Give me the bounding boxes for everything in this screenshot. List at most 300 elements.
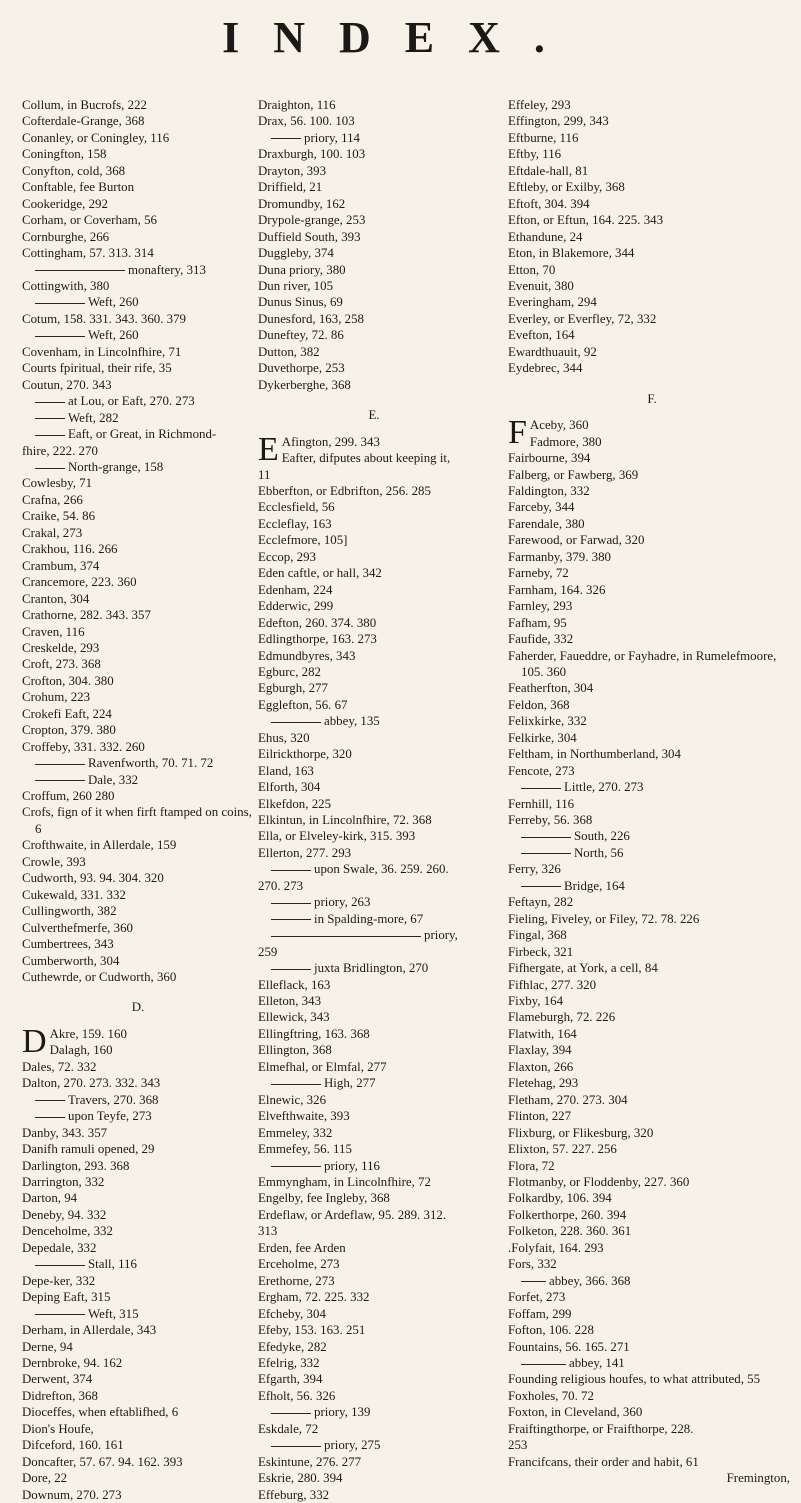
repeat-dash [271,936,421,937]
entry-text: Fafham, 95 [508,615,567,630]
entry-text: Eftburne, 116 [508,130,579,145]
entry-text: Foxton, in Cleveland, 360 [508,1405,643,1420]
index-entry [508,598,796,614]
index-entry [508,1371,796,1387]
index-entry [22,706,254,722]
index-entry [508,680,796,696]
entry-text: Dore, 22 [22,1471,68,1486]
index-entry [22,1487,254,1503]
index-entry [258,1158,490,1174]
index-entry [508,746,796,762]
index-entry [508,163,796,179]
repeat-dash [521,1364,566,1365]
index-entry [258,993,490,1009]
index-entry [258,944,490,960]
index-entry [258,212,490,228]
index-entry [258,1174,490,1190]
repeat-dash [35,418,65,419]
entry-text: Derwent, 374 [22,1372,93,1387]
entry-text: 313 [258,1224,278,1239]
index-entry [22,229,254,245]
index-entry [508,327,796,343]
index-entry [22,262,254,278]
index-entry: Dalagh, 160 [49,1043,113,1058]
entry-text: Dykerberghe, 368 [258,377,351,392]
entry-text: North, 56 [574,845,624,860]
entry-text: Fernhill, 116 [508,796,575,811]
entry-text: Covenham, in Lincolnfhire, 71 [22,344,182,359]
index-entry [22,1470,254,1486]
entry-text: Downum, 270. 273 [22,1487,122,1502]
entry-text: Egburc, 282 [258,664,322,679]
index-entry [22,772,254,788]
index-entry [22,1174,254,1190]
index-entry [258,631,490,647]
index-entry [508,311,796,327]
entry-text: Crofs, fign of it when firft ftamped on coins, 6 [22,805,252,836]
index-entry [508,113,796,129]
entry-text: Darrington, 332 [22,1175,105,1189]
index-entry [508,1470,796,1486]
entry-text: at Lou, or Eaft, 270. 273 [68,394,195,409]
index-entry [22,294,254,310]
entry-text: Fifhergate, at York, a cell, 84 [508,961,658,976]
index-entry [258,894,490,910]
index-entry [508,278,796,294]
index-entry [258,812,490,828]
index-entry [22,920,254,936]
index-entry [258,1388,490,1404]
entry-text: Emmefey, 56. 115 [258,1142,352,1157]
index-entry [22,1437,254,1453]
drop-cap-entry [258,434,490,483]
entry-text: Conyfton, cold, 368 [22,163,126,178]
index-entry [22,887,254,903]
index-entry [258,1009,490,1025]
index-entry [258,1487,490,1503]
index-entry [258,360,490,376]
index-entry [508,1454,796,1470]
entry-text: Eydebrec, 344 [508,361,583,376]
entry-text: Danifh ramuli opened, 29 [22,1142,155,1157]
index-entry [258,377,490,393]
entry-text: Crambum, 374 [22,558,100,573]
entry-text: Eftoft, 304. 394 [508,196,590,211]
index-entry [22,1421,254,1437]
entry-text: Ethandune, 24 [508,229,583,244]
index-entry [22,327,254,343]
entry-text: Feltham, in Northumberland, 304 [508,747,681,762]
entry-text: Draxburgh, 100. 103 [258,147,366,162]
entry-text: Falberg, or Fawberg, 369 [508,467,639,482]
index-entry [258,179,490,195]
entry-text: Farnham, 164. 326 [508,582,606,597]
repeat-dash [35,1314,85,1315]
entry-text: Dunus Sinus, 69 [258,295,343,310]
entry-text: Efeby, 153. 163. 251 [258,1323,366,1338]
entry-text: Culverthefmerfe, 360 [22,920,133,935]
entry-text: Elmefhal, or Elmfal, 277 [258,1059,387,1074]
index-entry [258,130,490,146]
index-entry [508,993,796,1009]
index-entry [508,1108,796,1124]
index-entry [22,854,254,870]
entry-text: .Folyfait, 164. 293 [508,1240,604,1255]
entry-text: Crokefi Eaft, 224 [22,706,112,721]
entry-text: upon Teyfe, 273 [68,1109,152,1124]
entry-text: Fraiftingthorpe, or Fraifthorpe, 228. [508,1421,694,1436]
entry-text: Eaft, or Great, in Richmond- [68,427,217,442]
entry-text: Croft, 273. 368 [22,657,101,672]
entry-text: Flatwith, 164 [508,1026,577,1041]
entry-text: Ecclefmore, 105] [258,533,348,548]
index-column-2 [258,97,490,1503]
entry-text: Crofthwaite, in Allerdale, 159 [22,838,177,853]
entry-text: Weft, 282 [68,410,119,425]
index-entry [258,845,490,861]
index-entry [22,1454,254,1470]
index-entry [22,953,254,969]
entry-text: priory, 139 [314,1405,371,1420]
entry-text: Evefton, 164 [508,328,575,343]
index-entry [508,1009,796,1025]
index-entry [22,673,254,689]
repeat-dash [35,1100,65,1101]
index-entry [508,944,796,960]
entry-text: Emmeley, 332 [258,1125,333,1140]
index-entry: Fadmore, 380 [529,434,602,449]
index-entry [258,1190,490,1206]
entry-text: South, 226 [574,829,630,844]
index-entry [22,179,254,195]
entry-text: Croffeby, 331. 332. 260 [22,739,145,754]
entry-text: Crathorne, 282. 343. 357 [22,608,151,623]
repeat-dash [521,788,561,789]
entry-text: Edderwic, 299 [258,599,334,614]
index-entry [508,360,796,376]
index-entry [258,1125,490,1141]
entry-text: Effeburg, 332 [258,1487,330,1502]
entry-text: Dion's Houfe, [22,1421,94,1436]
entry-text: Featherfton, 304 [508,681,594,696]
entry-text: Dale, 332 [88,772,139,787]
index-entry [22,689,254,705]
index-entry: Afington, 299. 343 [281,434,380,449]
index-entry [22,1125,254,1141]
index-entry [22,804,254,837]
entry-text: Farnley, 293 [508,599,573,614]
index-entry [22,837,254,853]
index-entry [508,146,796,162]
index-entry [258,565,490,581]
drop-cap-entry [508,417,796,450]
index-entry [22,903,254,919]
entry-text: Drypole-grange, 253 [258,213,366,228]
index-entry [258,1273,490,1289]
index-entry [508,1141,796,1157]
entry-text: Didrefton, 368 [22,1388,98,1403]
entry-text: Cotum, 158. 331. 343. 360. 379 [22,311,187,326]
entry-text: Ferry, 326 [508,862,561,877]
index-entry [22,1158,254,1174]
index-entry [258,532,490,548]
entry-text: Crakal, 273 [22,525,83,540]
entry-text: Weft, 315 [88,1306,139,1321]
entry-text: Elleton, 343 [258,994,322,1009]
index-entry [258,763,490,779]
entry-text: Cottingwith, 380 [22,278,110,293]
entry-text: Flaxlay, 394 [508,1043,572,1058]
index-entry [258,1059,490,1075]
index-entry [22,525,254,541]
index-entry [258,163,490,179]
index-entry [22,607,254,623]
entry-text: Eland, 163 [258,763,314,778]
entry-text: Feftayn, 282 [508,895,574,910]
repeat-dash [271,870,311,871]
entry-text: Crancemore, 223. 360 [22,575,137,590]
repeat-dash [35,336,85,337]
index-entry [22,311,254,327]
index-entry [508,1388,796,1404]
entry-text: Erceholme, 273 [258,1257,340,1272]
entry-text: Edlingthorpe, 163. 273 [258,632,377,647]
entry-text: Depedale, 332 [22,1240,97,1255]
index-entry [258,196,490,212]
entry-text: Deping Eaft, 315 [22,1290,111,1305]
index-entry [508,927,796,943]
index-entry [258,229,490,245]
entry-text: Deneby, 94. 332 [22,1207,107,1222]
entry-text: Cofterdale-Grange, 368 [22,114,145,129]
entry-text: abbey, 141 [569,1355,625,1370]
index-entry [22,656,254,672]
entry-text: Conanley, or Coningley, 116 [22,130,170,145]
index-entry [258,97,490,113]
entry-text: Collum, in Bucrofs, 222 [22,98,147,112]
entry-text: Dales, 72. 332 [22,1059,97,1074]
entry-text: Depe-ker, 332 [22,1273,96,1288]
entry-text: Erden, fee Arden [258,1240,346,1255]
entry-text: Crofton, 304. 380 [22,673,114,688]
entry-text: Feldon, 368 [508,697,570,712]
entry-text: Fremington, [726,1471,790,1486]
index-entry [22,1190,254,1206]
index-entry [508,1437,796,1453]
entry-text: Doncafter, 57. 67. 94. 162. 393 [22,1454,183,1469]
index-entry [22,624,254,640]
entry-text: priory, [424,928,458,943]
entry-text: Cullingworth, 382 [22,904,117,919]
entry-text: Elixton, 57. 227. 256 [508,1142,617,1157]
index-entry [258,483,490,499]
entry-text: Flaxton, 266 [508,1059,574,1074]
entry-text: Erethorne, 273 [258,1273,335,1288]
index-column-3 [508,97,796,1487]
entry-text: Ella, or Elveley-kirk, 315. 393 [258,829,416,844]
index-entry [258,1470,490,1486]
index-entry [258,113,490,129]
index-entry [258,1141,490,1157]
index-entry [508,730,796,746]
entry-text: Eden caftle, or hall, 342 [258,566,382,581]
entry-text: Ehus, 320 [258,730,310,745]
repeat-dash [271,722,321,723]
index-entry [22,1092,254,1108]
repeat-dash [35,468,65,469]
index-entry [508,1322,796,1338]
index-entry [258,796,490,812]
entry-text: in Spalding-more, 67 [314,911,424,926]
entry-text: Folkardby, 106. 394 [508,1191,612,1206]
index-entry [258,680,490,696]
entry-text: Crafna, 266 [22,492,83,507]
index-entry [22,1388,254,1404]
index-entry [22,574,254,590]
entry-text: Eftleby, or Exilby, 368 [508,180,625,195]
entry-text: Fletham, 270. 273. 304 [508,1092,628,1107]
entry-text: abbey, 366. 368 [549,1273,631,1288]
entry-text: Firbeck, 321 [508,944,574,959]
entry-text: Fifhlac, 277. 320 [508,977,597,992]
entry-text: Conftable, fee Burton [22,180,135,195]
index-entry [258,1108,490,1124]
index-entry [258,828,490,844]
entry-text: Farmanby, 379. 380 [508,549,611,564]
entry-text: Francifcans, their order and habit, 61 [508,1454,699,1469]
index-entry [508,713,796,729]
index-entry [508,1256,796,1272]
entry-text: Flameburgh, 72. 226 [508,1010,616,1025]
entry-text: High, 277 [324,1076,376,1091]
index-entry [22,640,254,656]
index-entry [508,196,796,212]
entry-text: Fountains, 56. 165. 271 [508,1339,630,1354]
index-entry [22,113,254,129]
index-entry [508,796,796,812]
entry-text: Elforth, 304 [258,780,321,795]
index-entry [22,936,254,952]
entry-text: Crakhou, 116. 266 [22,542,118,557]
index-entry [508,532,796,548]
index-entry [258,861,490,877]
entry-text: Derham, in Allerdale, 343 [22,1323,157,1338]
index-entry [508,549,796,565]
entry-text: Flixburg, or Flikesburg, 320 [508,1125,654,1140]
entry-text: Driffield, 21 [258,180,323,195]
entry-text: Eilrickthorpe, 320 [258,747,352,762]
index-entry: Aceby, 360 [529,418,589,433]
index-entry [258,927,490,943]
entry-text: Efelrig, 332 [258,1355,320,1370]
index-entry [258,146,490,162]
entry-text: fhire, 222. 270 [22,443,98,458]
index-entry [258,1092,490,1108]
entry-text: Cranton, 304 [22,591,90,606]
entry-text: Ellington, 368 [258,1043,332,1058]
index-entry [22,443,254,459]
index-entry [258,516,490,532]
entry-text: Derne, 94 [22,1339,73,1354]
entry-text: Craven, 116 [22,624,85,639]
entry-text: Everingham, 294 [508,295,597,310]
index-entry [258,245,490,261]
index-entry [22,459,254,475]
index-entry [508,97,796,113]
index-entry [22,591,254,607]
index-entry [508,262,796,278]
entry-text: priory, 114 [304,130,360,145]
index-entry [22,377,254,393]
entry-text: priory, 116 [324,1158,380,1173]
entry-text: Crohum, 223 [22,690,91,705]
entry-text: Croffum, 260 280 [22,789,115,804]
entry-text: Evenuit, 380 [508,278,574,293]
repeat-dash [271,919,311,920]
entry-text: Elvefthwaite, 393 [258,1109,350,1124]
entry-text: Farceby, 344 [508,500,575,515]
entry-text: Weft, 260 [88,295,139,310]
entry-text: Eftdale-hall, 81 [508,163,589,178]
index-entry [258,1289,490,1305]
index-entry [508,499,796,515]
entry-text: Effeley, 293 [508,98,571,112]
index-entry [22,722,254,738]
entry-text: Cowlesby, 71 [22,476,93,491]
section-letter: E. [368,408,380,423]
index-entry [508,779,796,795]
entry-text: Duvethorpe, 253 [258,361,345,376]
index-entry [258,1075,490,1091]
entry-text: Fixby, 164 [508,994,564,1009]
index-entry [22,278,254,294]
entry-text: Dun river, 105 [258,278,334,293]
index-entry [508,828,796,844]
entry-text: Farendale, 380 [508,516,585,531]
repeat-dash [35,270,125,271]
entry-text: Eccleflay, 163 [258,516,332,531]
index-entry [258,294,490,310]
repeat-dash [271,969,311,970]
entry-text: Elnewic, 326 [258,1092,327,1107]
index-entry [508,615,796,631]
entry-text: Danby, 343. 357 [22,1125,108,1140]
entry-text: Elkintun, in Lincolnfhire, 72. 368 [258,813,432,828]
repeat-dash [521,1281,546,1282]
index-entry [508,1207,796,1223]
repeat-dash [35,435,65,436]
entry-text: Efton, or Eftun, 164. 225. 343 [508,213,664,228]
entry-text: Drax, 56. 100. 103 [258,114,355,129]
index-entry [22,739,254,755]
index-entry [22,492,254,508]
entry-text: Fingal, 368 [508,928,567,943]
index-entry [258,1421,490,1437]
entry-text: Edefton, 260. 374. 380 [258,615,377,630]
index-entry [508,977,796,993]
index-entry [22,130,254,146]
index-entry [508,516,796,532]
entry-text: Ellingftring, 163. 368 [258,1026,370,1041]
index-entry [258,344,490,360]
index-entry [258,1026,490,1042]
repeat-dash [35,780,85,781]
entry-text: Engelby, fee Ingleby, 368 [258,1191,390,1206]
index-entry [258,1207,490,1223]
index-entry [508,861,796,877]
entry-text: Flora, 72 [508,1158,555,1173]
entry-text: Felkirke, 304 [508,730,577,745]
